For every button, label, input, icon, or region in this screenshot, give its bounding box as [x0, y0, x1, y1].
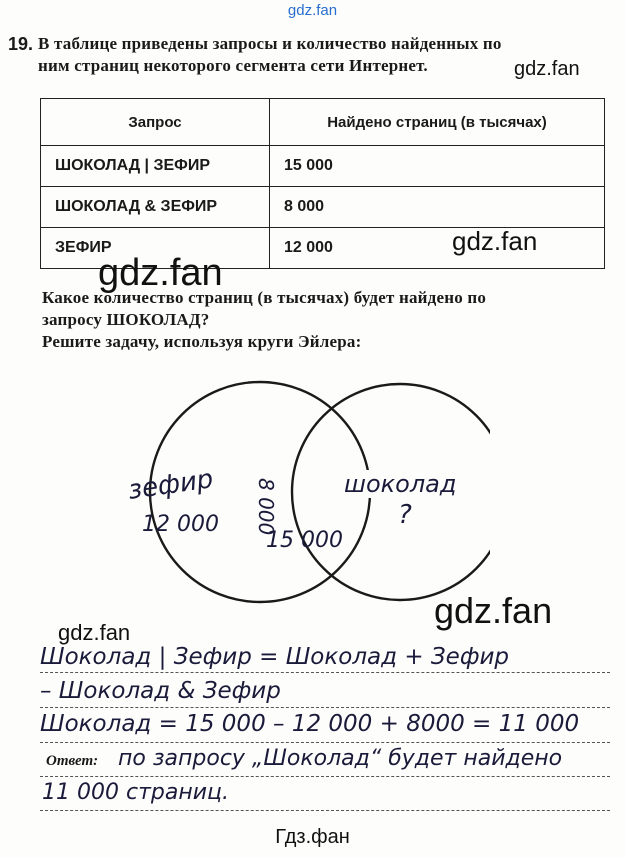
solution-line: Шоколад | Зефир = Шоколад + Зефир [40, 644, 510, 670]
task-text-line: В таблице приведены запросы и количество найденных по [38, 34, 502, 53]
watermark-inline: gdz.fan [452, 226, 538, 256]
table-cell: 12 000 [270, 228, 605, 269]
watermark-small: gdz.fan [58, 620, 131, 645]
answer-text: 11 000 страниц. [42, 780, 229, 805]
watermark-big: gdz.fan [98, 252, 223, 294]
answer-text: по запросу „Шоколад“ будет найдено [118, 746, 563, 771]
table-header: Запрос [41, 99, 270, 146]
intersection-value: 8 000 [254, 478, 278, 536]
table-cell: ЗЕФИР [41, 228, 270, 269]
table-cell: 8 000 [270, 187, 605, 228]
question-line: Какое количество страниц (в тысячах) будет найдено по [42, 288, 487, 307]
table-cell: ШОКОЛАД & ЗЕФИР [41, 187, 270, 228]
solution-line: Шоколад = 15 000 – 12 000 + 8000 = 11 000 [40, 711, 580, 737]
table-header: Найдено страниц (в тысячах) [270, 99, 605, 146]
table-row [41, 187, 605, 228]
solution-line: – Шоколад & Зефир [40, 678, 281, 704]
chocolate-label: шоколад [344, 470, 457, 498]
table-cell: ШОКОЛАД | ЗЕФИР [41, 146, 270, 187]
task-number: 19. [8, 34, 34, 54]
query-table [40, 98, 605, 269]
watermark-bottom: Гдз.фан [275, 826, 350, 848]
task-text-line: ним страниц некоторого сегмента сети Интернет. [38, 56, 428, 75]
notebook-line [40, 742, 610, 743]
table-row [41, 146, 605, 187]
watermark-top: gdz.fan [287, 2, 338, 19]
chocolate-value: ? [398, 500, 412, 530]
table-header-row [41, 99, 605, 146]
notebook-line [40, 810, 610, 811]
question-line: запросу ШОКОЛАД? [42, 310, 210, 329]
notebook-line [40, 672, 610, 673]
notebook-line [40, 776, 610, 777]
table-cell: 15 000 [270, 146, 605, 187]
watermark-inline: gdz.fan [514, 58, 580, 80]
zefir-label: зефир [126, 464, 216, 506]
zefir-value: 12 000 [142, 512, 219, 537]
union-value: 15 000 [266, 528, 343, 553]
watermark-big: gdz.fan [434, 590, 553, 631]
answer-label: Ответ: [46, 753, 99, 769]
instruction-line: Решите задачу, используя круги Эйлера: [42, 332, 362, 351]
notebook-line [40, 707, 610, 708]
